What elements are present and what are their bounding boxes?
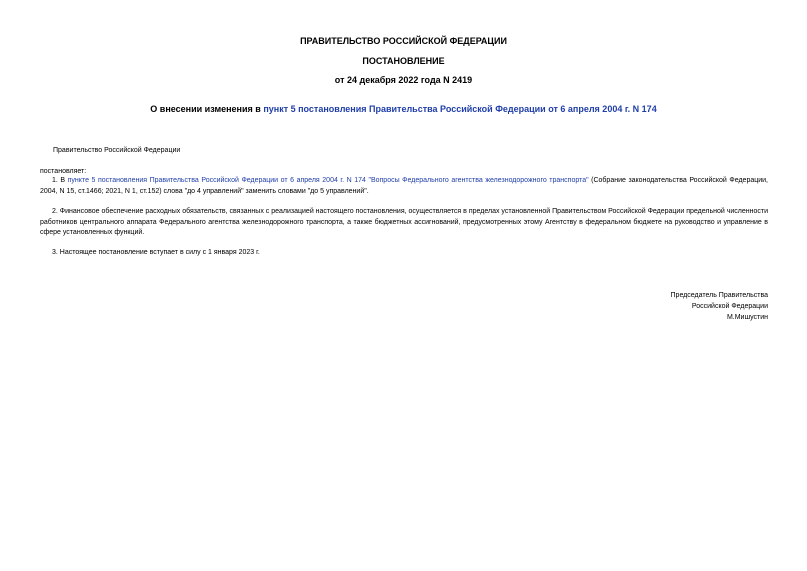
item-1-rest: (Собрание законодательства Российской Федерации, 2004, N 15, ст.1466; 2021, N 1, ст.152) слова "до 4 управлений" заменить словами "до 5 управлений". bbox=[40, 177, 769, 195]
item-2: 2. Финансовое обеспечение расходных обязательств, связанных с реализацией настоящего постановления, осуществляется в пределах установленной Правительством Российской Федерации предельной численности работников центрального аппарата Федерального агентства железнодорожного транспорта, а также бюджетных ассигнований, предусмотренных этому Агентству в федеральном бюджете на руководство и управление в сфере установленных функций. bbox=[40, 208, 768, 236]
item-1-link[interactable]: пункте 5 постановления Правительства Российской Федерации от 6 апреля 2004 г. N 174 "Вопросы Федерального агентства железнодорожного транспорта" bbox=[67, 177, 589, 184]
item-1 bbox=[40, 176, 768, 197]
item-1-prefix: 1. В bbox=[52, 177, 68, 184]
signature-name: М.Мишустин bbox=[726, 314, 768, 321]
government-heading: ПРАВИТЕЛЬСТВО РОССИЙСКОЙ ФЕДЕРАЦИИ bbox=[300, 36, 507, 46]
document-type: ПОСТАНОВЛЕНИЕ bbox=[362, 56, 445, 66]
title-link[interactable]: пункт 5 постановления Правительства Российской Федерации от 6 апреля 2004 г. N 174 bbox=[263, 104, 657, 114]
document-title bbox=[0, 104, 807, 115]
item-3: 3. Настоящее постановление вступает в силу с 1 января 2023 г. bbox=[52, 249, 260, 256]
signature-block bbox=[671, 290, 768, 323]
signature-title-line1: Председатель Правительства bbox=[670, 292, 768, 299]
date-number: от 24 декабря 2022 года N 2419 bbox=[334, 75, 473, 85]
signature-title-line2: Российской Федерации bbox=[691, 303, 768, 310]
title-prefix: О внесении изменения в bbox=[150, 104, 264, 114]
resolves-text: постановляет: bbox=[40, 168, 87, 175]
intro-text: Правительство Российской Федерации bbox=[53, 147, 181, 154]
